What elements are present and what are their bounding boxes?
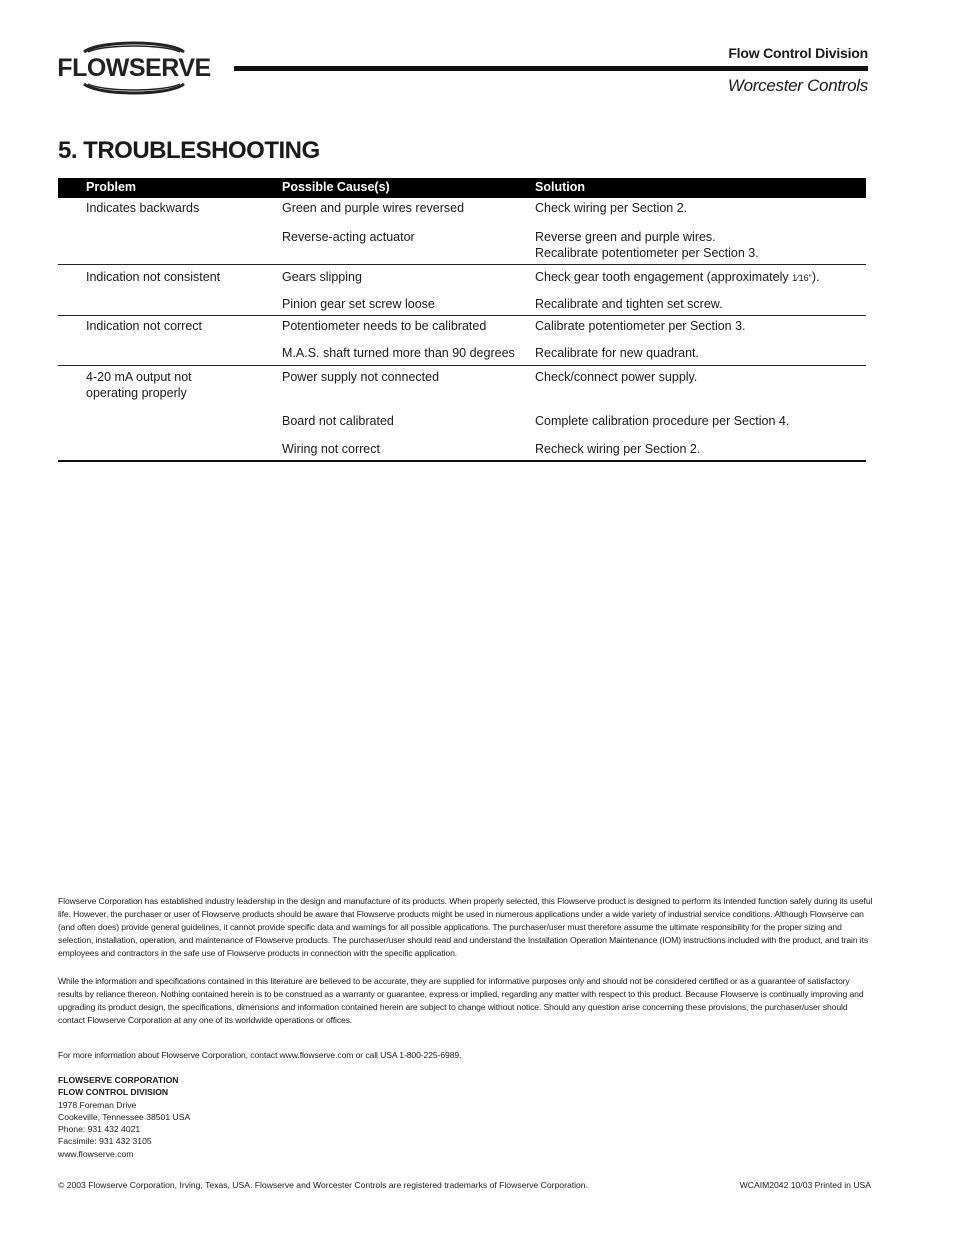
- division-name: Flow Control Division: [728, 45, 868, 61]
- disclaimer-text: Flowserve Corporation has established industry leadership in the design and manufacture of its products. When properly selected, this Flowserve product is designed to perform its intended function safely during its useful life. However, the purchaser or user of Flowserve products should be aware that Flowserve products might be used in numerous applications under a wide variety of industrial service conditions. Although Flowserve can (and often does) provide general guidelines, it cannot provide specific data and warnings for all possible applications. The purchaser/user must therefore assume the ultimate responsibility for the proper sizing and selection, installation, operation, and maintenance of Flowserve products. The purchaser/user should read and understand the Installation Operation Maintenance (IOM) instructions included with the product, and train its employees and contractors in the safe use of Flowserve products in connection with the specific application.: [58, 896, 873, 958]
- fraction-text: 1⁄16": [792, 273, 812, 283]
- column-header-problem: Problem: [86, 180, 137, 194]
- disclaimer-paragraph: [58, 975, 873, 1027]
- solution-cell: Check/connect power supply.: [535, 370, 698, 384]
- address-line: Cookeville, Tennessee 38501 USA: [58, 1111, 191, 1122]
- flowserve-logo: [54, 38, 214, 100]
- cause-cell: Board not calibrated: [282, 414, 394, 428]
- document-code: WCAIM2042 10/03 Printed in USA: [739, 1180, 871, 1190]
- header-rule: [234, 66, 868, 71]
- cause-cell: Reverse-acting actuator: [282, 230, 415, 244]
- flowserve-logo-icon: [54, 38, 214, 100]
- column-header-solution: Solution: [535, 180, 585, 194]
- company-address: [58, 1074, 190, 1160]
- solution-cell: Complete calibration procedure per Section 4.: [535, 414, 790, 428]
- logo-text: FLOWSERVE: [57, 54, 211, 82]
- troubleshooting-table: [58, 178, 866, 462]
- address-line: FLOW CONTROL DIVISION: [58, 1087, 169, 1098]
- solution-line: Reverse green and purple wires.: [535, 230, 716, 244]
- solution-cell: Recalibrate for new quadrant.: [535, 346, 699, 360]
- cause-cell: Pinion gear set screw loose: [282, 297, 435, 311]
- cause-cell: Green and purple wires reversed: [282, 201, 465, 215]
- contact-text: For more information about Flowserve Corporation, contact www.flowserve.com or call USA 1-800-225-6989.: [58, 1050, 462, 1060]
- solution-cell: [535, 229, 759, 261]
- column-header-cause: Possible Cause(s): [282, 180, 390, 194]
- cause-cell: M.A.S. shaft turned more than 90 degrees: [282, 346, 515, 360]
- table-header: [58, 178, 866, 198]
- solution-cell: [535, 269, 819, 286]
- address-line: FLOWSERVE CORPORATION: [58, 1075, 179, 1085]
- problem-cell: Indication not consistent: [86, 270, 221, 284]
- problem-cell: Indication not correct: [86, 319, 203, 333]
- cause-cell: Wiring not correct: [282, 442, 380, 456]
- cause-cell: Potentiometer needs to be calibrated: [282, 319, 487, 333]
- disclaimer-text: While the information and specifications contained in this literature are believed to be accurate, they are supplied for informative purposes only and should not be considered certified or as a guarantee of satisfactory results by reliance thereon. Nothing contained herein is to be construed as a warranty or guarantee, express or implied, regarding any matter with respect to this product. Because Flowserve is continually improving and upgrading its product design, the specifications, dimensions and information contained herein are subject to change without notice. Should any question arise concerning these provisions, the purchaser/user should contact Flowserve Corporation at any one of its worldwide operations or offices.: [58, 976, 864, 1025]
- solution-line: Recalibrate potentiometer per Section 3.: [535, 246, 759, 260]
- problem-line: 4-20 mA output not: [86, 370, 192, 384]
- solution-cell: Calibrate potentiometer per Section 3.: [535, 319, 746, 333]
- cause-cell: Power supply not connected: [282, 370, 440, 384]
- table-row-group: [58, 198, 866, 265]
- solution-text: Check gear tooth engagement (approximately: [535, 270, 793, 284]
- address-line: www.flowserve.com: [58, 1148, 134, 1159]
- cause-cell: Gears slipping: [282, 270, 362, 284]
- problem-line: operating properly: [86, 386, 187, 400]
- table-row-group: [58, 316, 866, 366]
- table-row-group: [58, 265, 866, 316]
- solution-cell: Recalibrate and tighten set screw.: [535, 297, 723, 311]
- section-title: 5. TROUBLESHOOTING: [58, 137, 320, 164]
- address-line: Facsimile: 931 432 3105: [58, 1136, 152, 1147]
- contact-info: [58, 1049, 873, 1062]
- address-line: 1978 Foreman Drive: [58, 1099, 137, 1110]
- subdivision-name: Worcester Controls: [727, 76, 868, 95]
- problem-cell: Indicates backwards: [86, 201, 200, 215]
- solution-cell: Check wiring per Section 2.: [535, 201, 688, 215]
- address-line: Phone: 931 432 4021: [58, 1124, 141, 1135]
- solution-cell: Recheck wiring per Section 2.: [535, 442, 701, 456]
- table-row-group: [58, 366, 866, 462]
- solution-text-end: ).: [811, 270, 820, 284]
- disclaimer-paragraph: [58, 895, 873, 960]
- problem-cell: [86, 369, 192, 401]
- copyright-text: © 2003 Flowserve Corporation, Irving, Texas, USA. Flowserve and Worcester Controls are registered trademarks of Flowserve Corporation.: [58, 1180, 588, 1190]
